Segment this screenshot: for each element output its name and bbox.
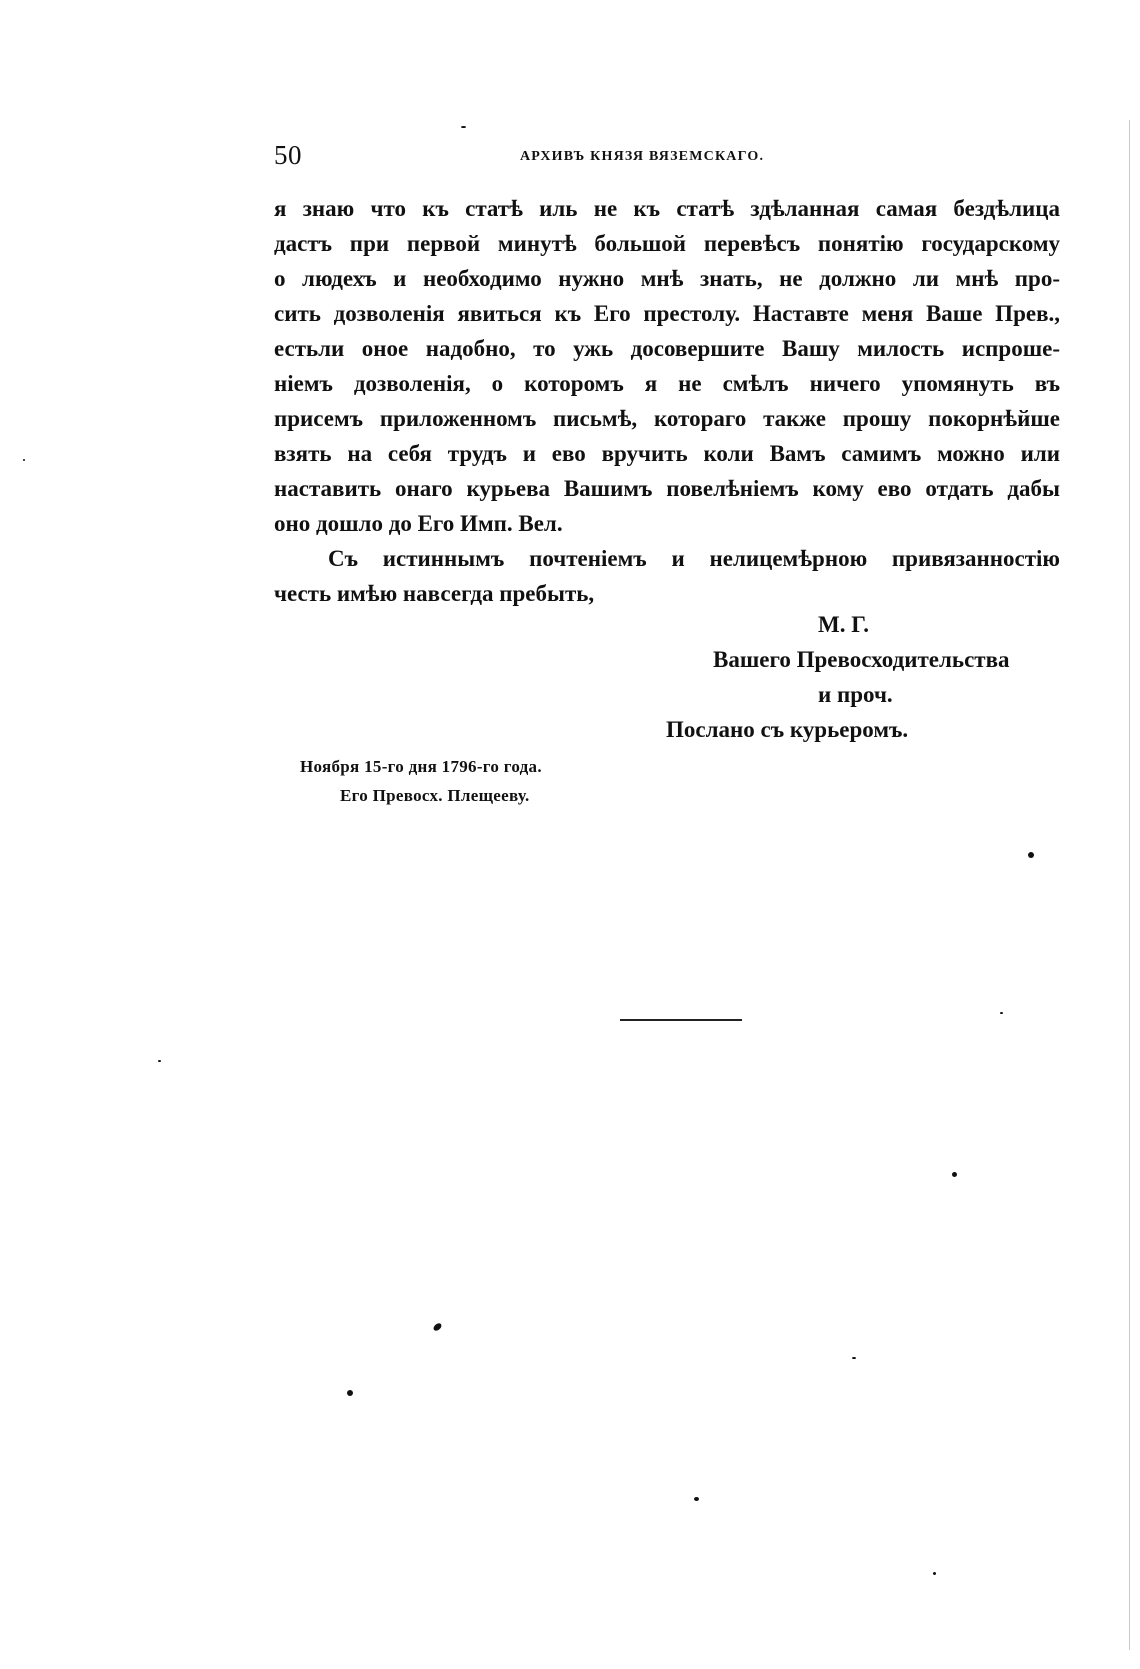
signature-title: Вашего Превосходительства (713, 647, 1010, 672)
page-header (274, 140, 812, 176)
delivery-note: Послано съ курьеромъ. (666, 717, 909, 742)
running-head: АРХИВЪ КНЯЗЯ ВЯЗЕМСКАГО. (520, 149, 765, 164)
signature-etc: и проч. (818, 682, 893, 707)
scan-speck (952, 1172, 957, 1177)
dating-note (300, 752, 542, 810)
scan-speck (852, 1357, 856, 1359)
scan-speck (432, 1322, 443, 1332)
body-line: взять на себя трудъ и ево вручить коли Вамъ самимъ можно или (274, 441, 1060, 466)
scan-speck (933, 1572, 936, 1575)
closing-line: честь имѣю навсегда пребыть, (274, 581, 595, 606)
scan-speck (694, 1497, 699, 1501)
body-line: ніемъ дозволенія, о которомъ я не смѣлъ ничего упомянуть въ (274, 371, 1060, 396)
scan-speck (347, 1390, 353, 1396)
scan-speck (1028, 852, 1034, 858)
scan-speck (1000, 1012, 1003, 1014)
letter-body (274, 191, 1060, 611)
body-line: естьли оное надобно, то ужь досовершите Вашу милость испроше- (274, 336, 1060, 361)
scan-speck (461, 126, 466, 128)
page-number: 50 (274, 140, 302, 170)
body-line: о людехъ и необходимо нужно мнѣ знать, не должно ли мнѣ про- (274, 266, 1060, 291)
scan-speck (23, 459, 25, 461)
body-line: присемъ приложенномъ письмѣ, котораго также прошу покорнѣйше (274, 406, 1060, 431)
body-line: оно дошло до Его Имп. Вел. (274, 511, 563, 536)
scan-speck (158, 1060, 161, 1062)
section-divider (620, 1019, 742, 1021)
letter-addressee: Его Превосх. Плещееву. (340, 786, 530, 805)
page-edge-line (1129, 120, 1130, 1650)
body-line: наставить онаго курьева Вашимъ повелѣніемъ кому ево отдать дабы (274, 476, 1060, 501)
salutation: М. Г. (818, 612, 869, 637)
body-line: сить дозволенія явиться къ Его престолу. Наставте меня Ваше Прев., (274, 301, 1060, 326)
body-line: дастъ при первой минутѣ большой перевѣсъ понятію государскому (274, 231, 1060, 256)
closing-line: Съ истиннымъ почтеніемъ и нелицемѣрною привязанностію (328, 546, 1060, 571)
letter-date: Ноября 15-го дня 1796-го года. (300, 757, 542, 776)
body-line: я знаю что къ статѣ иль не къ статѣ здѣланная самая бездѣлица (274, 196, 1060, 221)
